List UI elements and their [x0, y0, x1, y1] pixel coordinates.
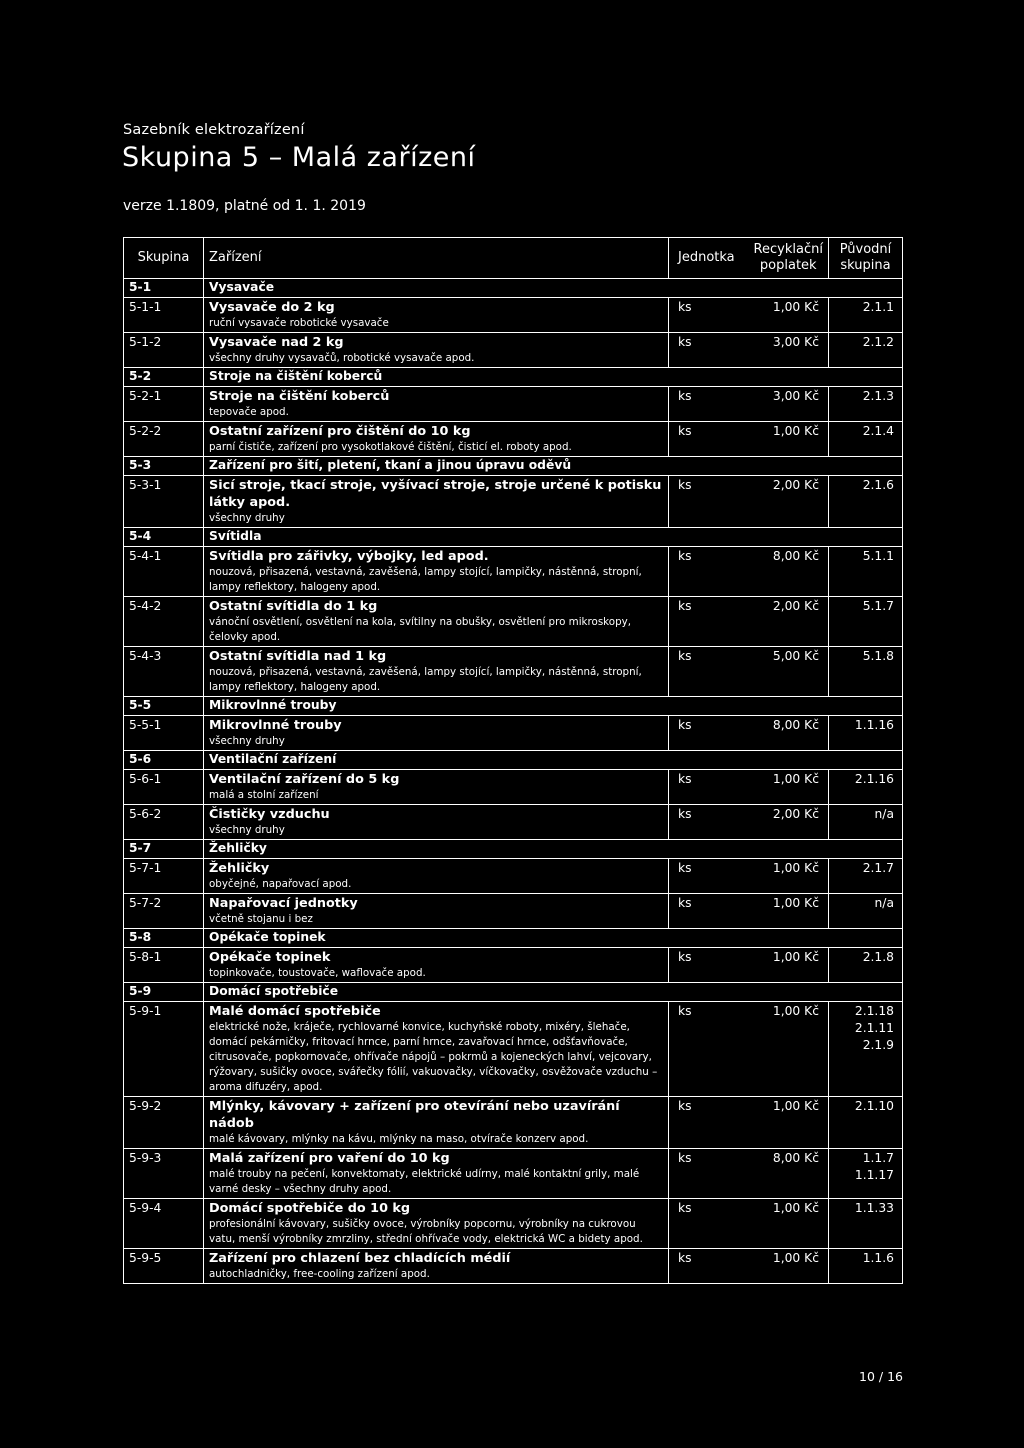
- item-description: všechny druhy: [209, 512, 285, 524]
- item-name: Malé domácí spotřebiče: [209, 1004, 381, 1019]
- item-unit: ks: [669, 894, 749, 929]
- item-code: 5-7-1: [124, 859, 204, 894]
- item-cell: [204, 387, 669, 422]
- group-row: [124, 751, 903, 770]
- item-description: včetně stojanu i bez: [209, 913, 313, 925]
- item-description: všechny druhy: [209, 735, 285, 747]
- item-cell: [204, 476, 669, 528]
- item-fee: 1,00 Kč: [749, 1199, 829, 1249]
- item-cell: [204, 1097, 669, 1149]
- table-row: [124, 597, 903, 647]
- table-row: [124, 716, 903, 751]
- item-description: profesionální kávovary, sušičky ovoce, výrobníky popcornu, výrobníky na cukrovou vatu, menší výrobníky zmrzliny, střední ohřívače vody, elektrická WC a bidety apod.: [209, 1218, 643, 1245]
- item-cell: [204, 547, 669, 597]
- item-fee: 1,00 Kč: [749, 894, 829, 929]
- item-original-group: 2.1.8: [829, 948, 903, 983]
- table-row: [124, 422, 903, 457]
- item-cell: [204, 1149, 669, 1199]
- group-name: Stroje na čištění koberců: [204, 368, 903, 387]
- column-header-puvodni: Původní skupina: [829, 238, 903, 279]
- version-note: verze 1.1809, platné od 1. 1. 2019: [123, 198, 366, 214]
- item-unit: ks: [669, 770, 749, 805]
- item-cell: [204, 647, 669, 697]
- item-code: 5-4-3: [124, 647, 204, 697]
- item-fee: 1,00 Kč: [749, 770, 829, 805]
- item-description: malé trouby na pečení, konvektomaty, elektrické udírny, malé kontaktní grily, malé varné desky – všechny druhy apod.: [209, 1168, 640, 1195]
- group-row: [124, 840, 903, 859]
- item-fee: 1,00 Kč: [749, 1097, 829, 1149]
- item-description: ruční vysavače robotické vysavače: [209, 317, 389, 329]
- item-name: Stroje na čištění koberců: [209, 389, 390, 404]
- table-row: [124, 1002, 903, 1097]
- item-name: Mlýnky, kávovary + zařízení pro otevírání nebo uzavírání nádob: [209, 1099, 620, 1131]
- item-original-group: 2.1.2: [829, 333, 903, 368]
- item-cell: [204, 770, 669, 805]
- group-code: 5-8: [124, 929, 204, 948]
- item-original-group: 2.1.10: [829, 1097, 903, 1149]
- item-fee: 8,00 Kč: [749, 547, 829, 597]
- item-cell: [204, 597, 669, 647]
- group-name: Domácí spotřebiče: [204, 983, 903, 1002]
- table-row: [124, 298, 903, 333]
- item-original-group: 5.1.8: [829, 647, 903, 697]
- item-description: nouzová, přisazená, vestavná, zavěšená, lampy stojící, lampičky, nástěnná, stropní, lampy reflektory, halogeny apod.: [209, 566, 642, 593]
- item-code: 5-2-2: [124, 422, 204, 457]
- group-code: 5-2: [124, 368, 204, 387]
- item-fee: 8,00 Kč: [749, 1149, 829, 1199]
- column-header-jednotka: Jednotka: [669, 238, 749, 279]
- item-code: 5-1-2: [124, 333, 204, 368]
- table-row: [124, 547, 903, 597]
- item-original-group: 2.1.1: [829, 298, 903, 333]
- item-original-group: 2.1.6: [829, 476, 903, 528]
- group-code: 5-3: [124, 457, 204, 476]
- group-name: Mikrovlnné trouby: [204, 697, 903, 716]
- item-description: obyčejné, napařovací apod.: [209, 878, 352, 890]
- group-code: 5-1: [124, 279, 204, 298]
- item-cell: [204, 1249, 669, 1284]
- item-code: 5-4-2: [124, 597, 204, 647]
- item-original-group: 2.1.18 2.1.11 2.1.9: [829, 1002, 903, 1097]
- item-name: Vysavače do 2 kg: [209, 300, 335, 315]
- item-name: Čističky vzduchu: [209, 807, 330, 822]
- table-row: [124, 894, 903, 929]
- item-original-group: 1.1.33: [829, 1199, 903, 1249]
- item-code: 5-5-1: [124, 716, 204, 751]
- item-unit: ks: [669, 647, 749, 697]
- item-unit: ks: [669, 476, 749, 528]
- item-code: 5-7-2: [124, 894, 204, 929]
- item-fee: 2,00 Kč: [749, 476, 829, 528]
- item-name: Opékače topinek: [209, 950, 331, 965]
- group-name: Žehličky: [204, 840, 903, 859]
- item-fee: 1,00 Kč: [749, 1002, 829, 1097]
- table-row: [124, 387, 903, 422]
- item-description: malé kávovary, mlýnky na kávu, mlýnky na maso, otvírače konzerv apod.: [209, 1133, 589, 1145]
- item-fee: 3,00 Kč: [749, 333, 829, 368]
- group-code: 5-5: [124, 697, 204, 716]
- item-unit: ks: [669, 948, 749, 983]
- group-row: [124, 279, 903, 298]
- item-fee: 1,00 Kč: [749, 948, 829, 983]
- group-code: 5-9: [124, 983, 204, 1002]
- item-unit: ks: [669, 1002, 749, 1097]
- document-subtitle: Sazebník elektrozařízení: [123, 122, 305, 138]
- item-description: malá a stolní zařízení: [209, 789, 319, 801]
- item-cell: [204, 422, 669, 457]
- item-cell: [204, 333, 669, 368]
- item-fee: 1,00 Kč: [749, 859, 829, 894]
- item-code: 5-3-1: [124, 476, 204, 528]
- item-unit: ks: [669, 1199, 749, 1249]
- table-row: [124, 333, 903, 368]
- table-row: [124, 1097, 903, 1149]
- item-name: Ostatní svítidla nad 1 kg: [209, 649, 387, 664]
- group-name: Vysavače: [204, 279, 903, 298]
- item-cell: [204, 859, 669, 894]
- item-name: Sicí stroje, tkací stroje, vyšívací stroje, stroje určené k potisku látky apod.: [209, 478, 662, 510]
- item-original-group: 2.1.7: [829, 859, 903, 894]
- table-row: [124, 859, 903, 894]
- item-original-group: 2.1.3: [829, 387, 903, 422]
- table-row: [124, 1249, 903, 1284]
- item-code: 5-9-3: [124, 1149, 204, 1199]
- item-fee: 2,00 Kč: [749, 597, 829, 647]
- item-name: Malá zařízení pro vaření do 10 kg: [209, 1151, 450, 1166]
- item-original-group: 1.1.7 1.1.17: [829, 1149, 903, 1199]
- item-description: všechny druhy: [209, 824, 285, 836]
- page-number: 10 / 16: [859, 1369, 903, 1384]
- item-code: 5-9-5: [124, 1249, 204, 1284]
- item-original-group: 1.1.6: [829, 1249, 903, 1284]
- item-unit: ks: [669, 859, 749, 894]
- group-code: 5-4: [124, 528, 204, 547]
- item-cell: [204, 948, 669, 983]
- item-description: tepovače apod.: [209, 406, 289, 418]
- group-row: [124, 528, 903, 547]
- item-description: parní čističe, zařízení pro vysokotlakové čištění, čisticí el. roboty apod.: [209, 441, 572, 453]
- item-description: topinkovače, toustovače, waflovače apod.: [209, 967, 426, 979]
- table-row: [124, 476, 903, 528]
- item-name: Mikrovlnné trouby: [209, 718, 342, 733]
- table-header-row: [124, 238, 903, 279]
- item-cell: [204, 1199, 669, 1249]
- item-fee: 1,00 Kč: [749, 1249, 829, 1284]
- table-row: [124, 1149, 903, 1199]
- item-description: nouzová, přisazená, vestavná, zavěšená, lampy stojící, lampičky, nástěnná, stropní, lampy reflektory, halogeny apod.: [209, 666, 642, 693]
- item-code: 5-8-1: [124, 948, 204, 983]
- item-cell: [204, 1002, 669, 1097]
- item-fee: 3,00 Kč: [749, 387, 829, 422]
- item-fee: 2,00 Kč: [749, 805, 829, 840]
- item-unit: ks: [669, 1097, 749, 1149]
- group-row: [124, 457, 903, 476]
- item-fee: 5,00 Kč: [749, 647, 829, 697]
- table-row: [124, 1199, 903, 1249]
- item-fee: 1,00 Kč: [749, 298, 829, 333]
- group-name: Zařízení pro šití, pletení, tkaní a jinou úpravu oděvů: [204, 457, 903, 476]
- item-cell: [204, 805, 669, 840]
- group-row: [124, 929, 903, 948]
- column-header-poplatek: Recyklační poplatek: [749, 238, 829, 279]
- item-name: Domácí spotřebiče do 10 kg: [209, 1201, 411, 1216]
- group-code: 5-6: [124, 751, 204, 770]
- column-header-skupina: Skupina: [124, 238, 204, 279]
- item-description: vánoční osvětlení, osvětlení na kola, svítilny na obušky, osvětlení pro mikroskopy, čelovky apod.: [209, 616, 631, 643]
- item-cell: [204, 716, 669, 751]
- item-original-group: 2.1.4: [829, 422, 903, 457]
- item-unit: ks: [669, 333, 749, 368]
- item-name: Svítidla pro zářivky, výbojky, led apod.: [209, 549, 489, 564]
- group-code: 5-7: [124, 840, 204, 859]
- item-description: autochladničky, free-cooling zařízení apod.: [209, 1268, 430, 1280]
- item-description: všechny druhy vysavačů, robotické vysavače apod.: [209, 352, 475, 364]
- item-original-group: 1.1.16: [829, 716, 903, 751]
- item-code: 5-9-4: [124, 1199, 204, 1249]
- item-code: 5-1-1: [124, 298, 204, 333]
- group-row: [124, 697, 903, 716]
- item-original-group: 5.1.7: [829, 597, 903, 647]
- item-unit: ks: [669, 716, 749, 751]
- item-name: Ostatní zařízení pro čištění do 10 kg: [209, 424, 471, 439]
- item-code: 5-6-2: [124, 805, 204, 840]
- item-cell: [204, 298, 669, 333]
- item-fee: 1,00 Kč: [749, 422, 829, 457]
- item-unit: ks: [669, 1249, 749, 1284]
- item-original-group: n/a: [829, 805, 903, 840]
- table-row: [124, 770, 903, 805]
- group-name: Ventilační zařízení: [204, 751, 903, 770]
- page-title: Skupina 5 – Malá zařízení: [122, 142, 476, 173]
- item-cell: [204, 894, 669, 929]
- item-name: Napařovací jednotky: [209, 896, 358, 911]
- item-code: 5-6-1: [124, 770, 204, 805]
- item-unit: ks: [669, 298, 749, 333]
- table-row: [124, 805, 903, 840]
- item-name: Ostatní svítidla do 1 kg: [209, 599, 378, 614]
- item-name: Vysavače nad 2 kg: [209, 335, 344, 350]
- item-original-group: n/a: [829, 894, 903, 929]
- item-code: 5-2-1: [124, 387, 204, 422]
- item-original-group: 2.1.16: [829, 770, 903, 805]
- item-unit: ks: [669, 387, 749, 422]
- item-unit: ks: [669, 597, 749, 647]
- fee-table: [123, 237, 903, 1284]
- item-code: 5-9-2: [124, 1097, 204, 1149]
- item-original-group: 5.1.1: [829, 547, 903, 597]
- item-unit: ks: [669, 1149, 749, 1199]
- group-name: Opékače topinek: [204, 929, 903, 948]
- item-name: Zařízení pro chlazení bez chladících médií: [209, 1251, 511, 1266]
- table-row: [124, 948, 903, 983]
- table-body: [124, 279, 903, 1284]
- column-header-zarizeni: Zařízení: [204, 238, 669, 279]
- item-name: Žehličky: [209, 861, 270, 876]
- table-row: [124, 647, 903, 697]
- item-code: 5-9-1: [124, 1002, 204, 1097]
- item-code: 5-4-1: [124, 547, 204, 597]
- item-name: Ventilační zařízení do 5 kg: [209, 772, 400, 787]
- group-row: [124, 368, 903, 387]
- item-fee: 8,00 Kč: [749, 716, 829, 751]
- item-unit: ks: [669, 422, 749, 457]
- group-row: [124, 983, 903, 1002]
- item-unit: ks: [669, 805, 749, 840]
- item-unit: ks: [669, 547, 749, 597]
- item-description: elektrické nože, kráječe, rychlovarné konvice, kuchyňské roboty, mixéry, šlehače, domácí pekárničky, fritovací hrnce, parní hrnce, zavařovací hrnce, odšťavňovače, citrusovače, popkornovače, ohřívače nápojů – pokrmů a kojeneckých lahví, vejcovary, rýžovary, sušičky ovoce, svářečky fólií, vakuovačky, víčkovačky, osvěžovače vzduchu – aroma difuzéry, apod.: [209, 1021, 658, 1093]
- group-name: Svítidla: [204, 528, 903, 547]
